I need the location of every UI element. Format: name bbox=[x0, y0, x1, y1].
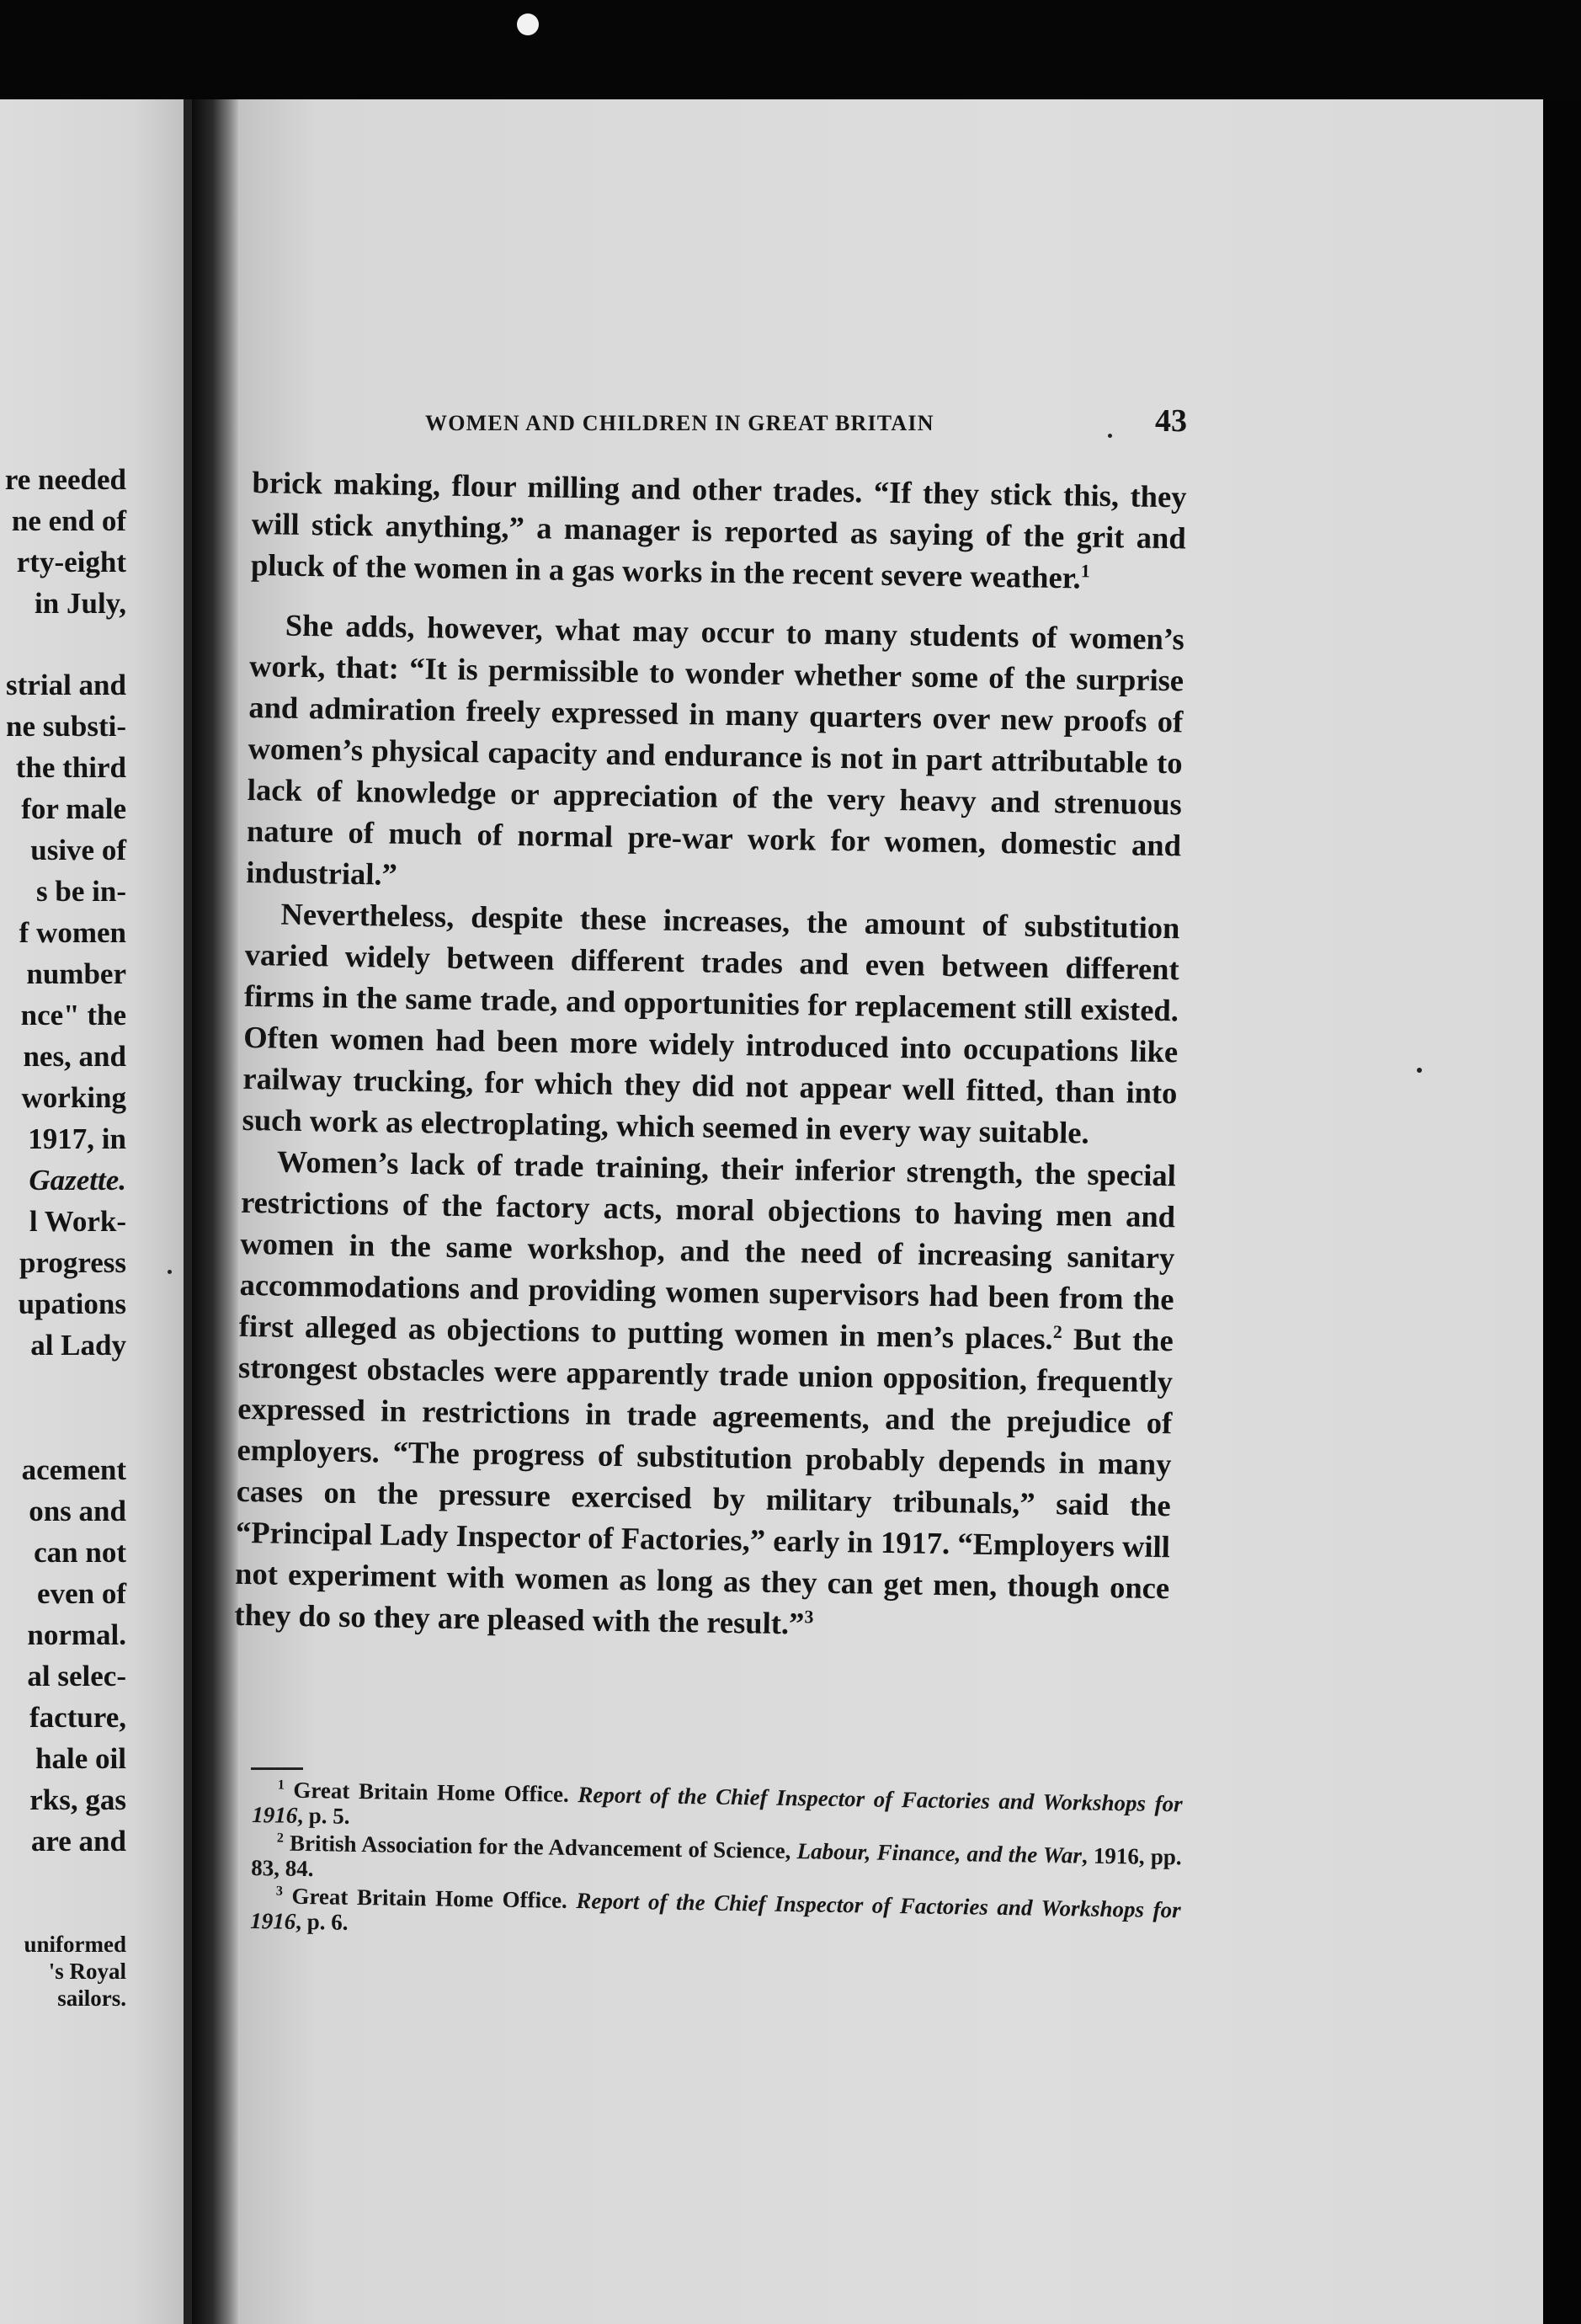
left-line: hale oil bbox=[35, 1742, 126, 1775]
paragraph-text: She adds, however, what may occur to many students of women’s work, that: “It is permissible to wonder whether some of the surprise and admiration freely expressed in many quarters over new proofs of women’s physical capacity and endurance is not in part attributable to lack of knowledge or appreciation of the very heavy and strenuous nature of much of normal pre-war work for women, domestic and industrial.” bbox=[246, 607, 1185, 892]
footnote-text: , 1916, pp. 83, 84. bbox=[251, 1842, 1182, 1882]
left-line: progress bbox=[19, 1246, 126, 1279]
left-line: ne end of bbox=[11, 504, 126, 537]
left-line: uniformed bbox=[24, 1932, 126, 1957]
footnote-ref: 2 bbox=[1052, 1320, 1063, 1343]
footnote-ref: 3 bbox=[804, 1606, 814, 1628]
footnote-mark: 3 bbox=[275, 1883, 284, 1899]
left-line: ne substi- bbox=[6, 710, 126, 743]
left-line: even of bbox=[37, 1577, 126, 1610]
footnote-text: Great Britain Home Office. bbox=[282, 1883, 577, 1914]
paragraph bbox=[242, 893, 1179, 1154]
left-line: number bbox=[26, 957, 126, 990]
left-line: usive of bbox=[30, 834, 126, 866]
left-line: facture, bbox=[29, 1701, 126, 1734]
left-line: strial and bbox=[6, 669, 126, 701]
footnote-title: Report of the Chief Inspector of Factories and Workshops for 1916 bbox=[250, 1888, 1181, 1934]
paragraph bbox=[246, 604, 1184, 907]
left-line: al selec- bbox=[27, 1660, 126, 1692]
left-line: f women bbox=[19, 916, 126, 949]
paragraph-text: Women’s lack of trade training, their inferior strength, the special restrictions of the factory acts, moral objections to having men and women in the same workshop, and the need of increasing sanitary accommodations and providing women supervisors had been from the first alleged as objections to putting women in men’s places. bbox=[238, 1143, 1177, 1357]
film-punch-hole bbox=[517, 13, 539, 35]
paragraph bbox=[251, 461, 1187, 600]
dust-speck bbox=[1108, 434, 1112, 438]
page-header bbox=[425, 402, 1187, 445]
left-line: are and bbox=[30, 1825, 126, 1858]
paragraph bbox=[234, 1140, 1176, 1650]
footnote-ref: 1 bbox=[1080, 560, 1090, 582]
footnotes bbox=[250, 1777, 1183, 1950]
left-line: the third bbox=[15, 751, 126, 784]
left-line: sailors. bbox=[57, 1986, 126, 2011]
footnote-text: British Association for the Advancement of Science, bbox=[283, 1830, 797, 1864]
left-line: nes, and bbox=[23, 1040, 126, 1073]
left-line: 's Royal bbox=[48, 1959, 126, 1984]
left-line: re needed bbox=[4, 463, 126, 496]
left-line: s be in- bbox=[36, 875, 126, 908]
dust-speck bbox=[1417, 1068, 1422, 1073]
footnote-mark: 2 bbox=[276, 1830, 285, 1846]
left-line: Gazette. bbox=[29, 1164, 126, 1197]
footnote-text: , p. 5. bbox=[297, 1802, 350, 1829]
paragraph-text: But the strongest obstacles were apparently trade union opposition, frequently expressed in restrictions in trade agreements, and the prejudice of employers. “The progress of substitution probably depends in many cases on the pressure exercised by military tribunals,” said the “Principal Lady Inspector of Factories,” early in 1917. “Employers will not experiment with women as long as they can get men, though once they do so they are pleased with the result.” bbox=[234, 1321, 1174, 1641]
paragraph-text: brick making, flour milling and other trades. “If they stick this, they will stick anything,” a manager is reported as saying of the grit and pluck of the women in a gas works in the recent severe weather. bbox=[250, 464, 1187, 595]
page-number: 43 bbox=[1155, 403, 1187, 439]
left-line: ons and bbox=[29, 1495, 126, 1527]
footnote-mark: 1 bbox=[277, 1777, 285, 1793]
left-line: normal. bbox=[27, 1618, 126, 1651]
paragraph-text: Nevertheless, despite these increases, the amount of substitution varied widely between different trades and even between different firms in the same trade, and opportunities for replacement still existed. Often women had been more widely introduced into occupations like railway trucking, for which they did not appear well fitted, than into such work as electroplating, which seemed in every way suitable. bbox=[242, 896, 1180, 1150]
left-line: nce" the bbox=[20, 999, 126, 1031]
footnote-title: Report of the Chief Inspector of Factories and Workshops for 1916 bbox=[252, 1782, 1183, 1828]
left-line: rty-eight bbox=[16, 546, 126, 578]
left-line: rks, gas bbox=[29, 1783, 126, 1816]
footnote-text: Great Britain Home Office. bbox=[284, 1777, 578, 1808]
previous-page-fragment bbox=[0, 99, 192, 2324]
left-line: 1917, in bbox=[28, 1122, 126, 1155]
left-line: can not bbox=[34, 1536, 126, 1569]
page-edge-right bbox=[1543, 99, 1581, 2324]
left-line: l Work- bbox=[29, 1205, 126, 1238]
page-edge-left bbox=[184, 99, 192, 2324]
running-head: WOMEN AND CHILDREN IN GREAT BRITAIN bbox=[425, 411, 934, 435]
left-line: upations bbox=[18, 1287, 126, 1320]
left-line: acement bbox=[21, 1453, 126, 1486]
footnote-title: Labour, Finance, and the War bbox=[796, 1838, 1083, 1868]
footnote-rule bbox=[251, 1767, 303, 1770]
body-text bbox=[234, 461, 1187, 1650]
left-line: for male bbox=[21, 792, 126, 825]
footnote-text: , p. 6. bbox=[295, 1908, 349, 1935]
dust-speck bbox=[168, 1270, 172, 1274]
left-line: al Lady bbox=[30, 1329, 126, 1362]
left-line: working bbox=[21, 1081, 126, 1114]
binding-gutter bbox=[192, 99, 238, 2324]
left-line: in July, bbox=[35, 587, 126, 620]
